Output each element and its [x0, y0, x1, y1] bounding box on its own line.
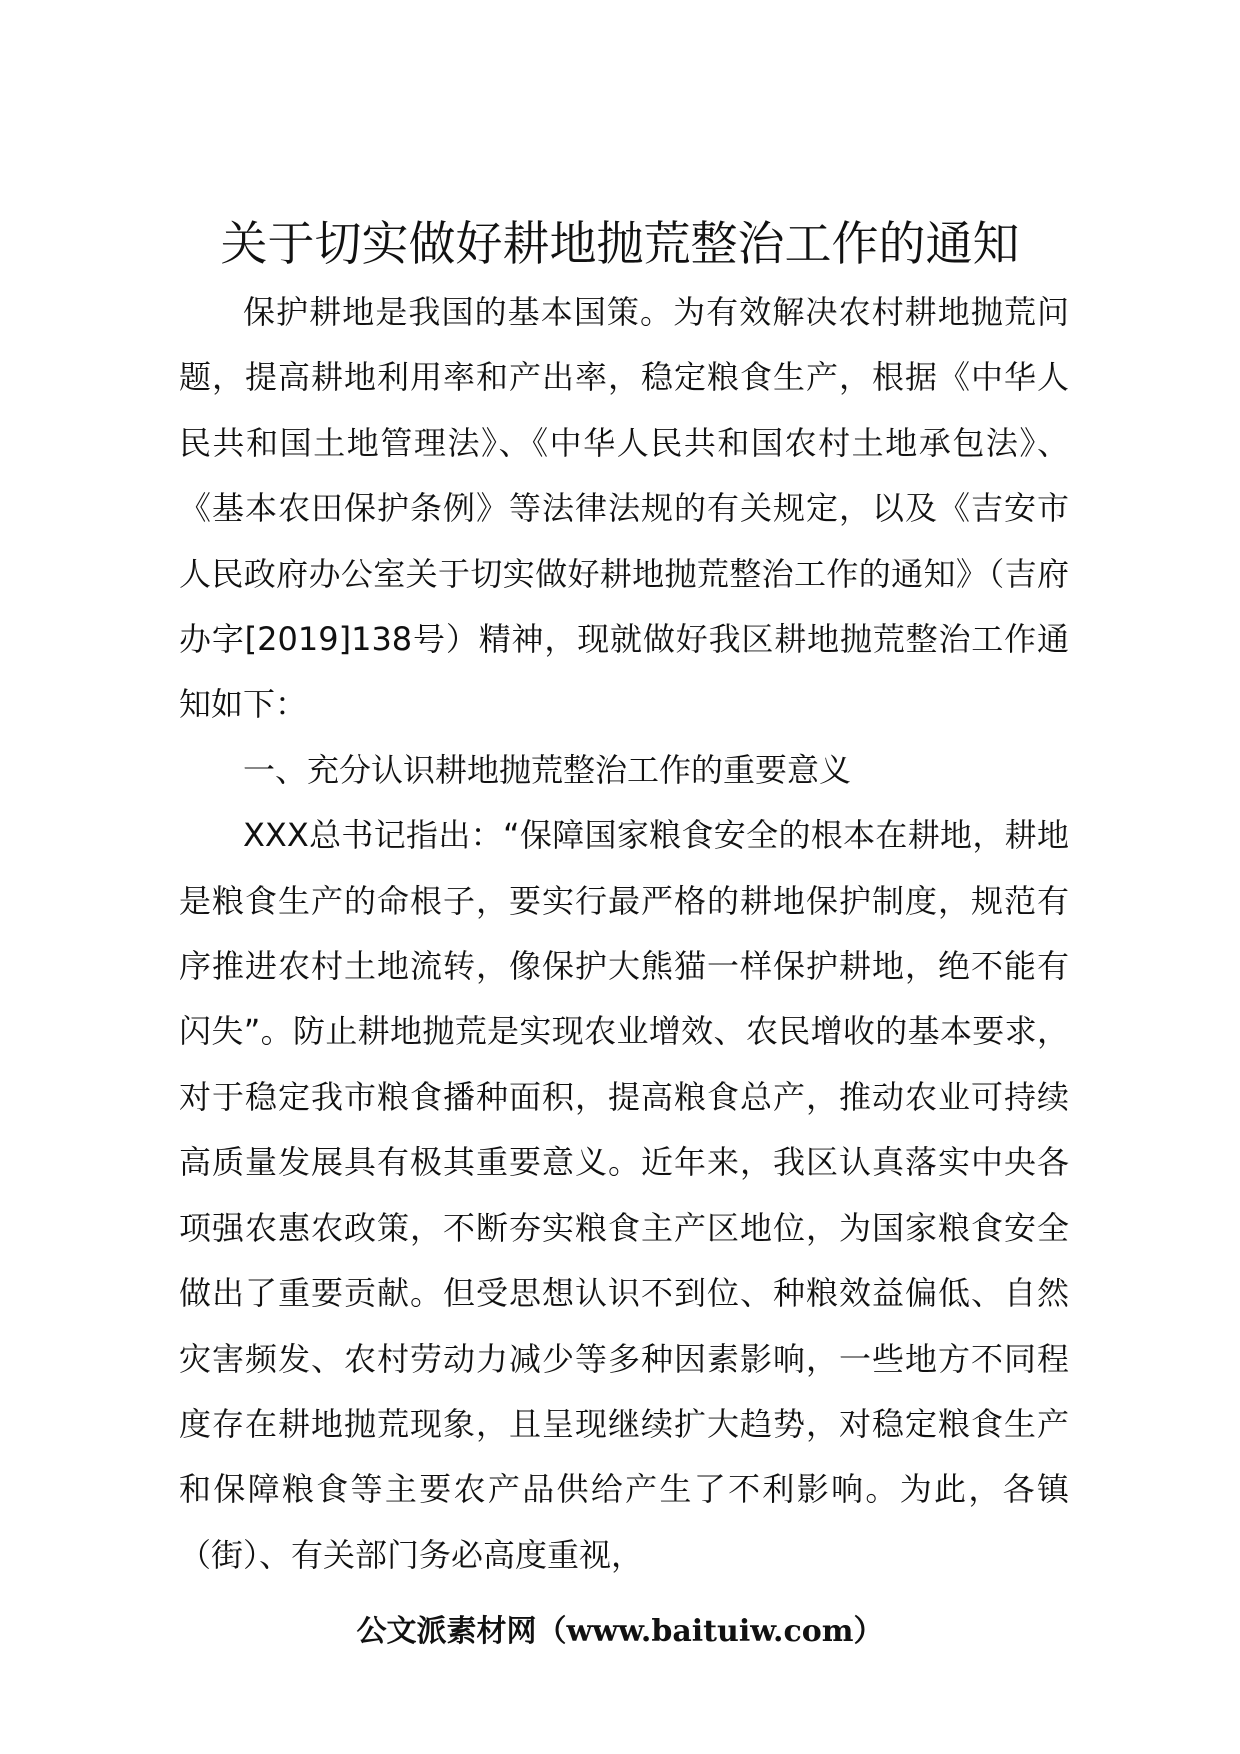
paragraph-intro: 保护耕地是我国的基本国策。为有效解决农村耕地抛荒问题，提高耕地利用率和产出率，稳定粮食生产，根据《中华人民共和国土地管理法》、《中华人民共和国农村土地承包法》、《基本农田保护条例》等法律法规的有关规定，以及《吉安市人民政府办公室关于切实做好耕地抛荒整治工作的通知》（吉府办字[2019]138号）精神，现就做好我区耕地抛荒整治工作通知如下：	[179, 293, 1069, 724]
section-heading-1: 一、充分认识耕地抛荒整治工作的重要意义	[243, 750, 852, 789]
document-title: 关于切实做好耕地抛荒整治工作的通知	[220, 217, 1020, 272]
footer-watermark-text: 公文派素材网（www.baituiw.com）	[356, 1614, 884, 1649]
paragraph-section-1: XXX总书记指出：“保障国家粮食安全的根本在耕地，耕地是粮食生产的命根子，要实行最严格的耕地保护制度，规范有序推进农村土地流转，像保护大熊猫一样保护耕地，绝不能有闪失”。防止耕地抛荒是实现农业增效、农民增收的基本要求，对于稳定我市粮食播种面积，提高粮食总产，推动农业可持续高质量发展具有极其重要意义。近年来，我区认真落实中央各项强农惠农政策，不断夯实粮食主产区地位，为国家粮食安全做出了重要贡献。但受思想认识不到位、种粮效益偏低、自然灾害频发、农村劳动力减少等多种因素影响，一些地方不同程度存在耕地抛荒现象，且呈现继续扩大趋势，对稳定粮食生产和保障粮食等主要农产品供给产生了不利影响。为此，各镇（街）、有关部门务必高度重视，	[179, 816, 1069, 1574]
document-body	[179, 280, 1069, 1588]
